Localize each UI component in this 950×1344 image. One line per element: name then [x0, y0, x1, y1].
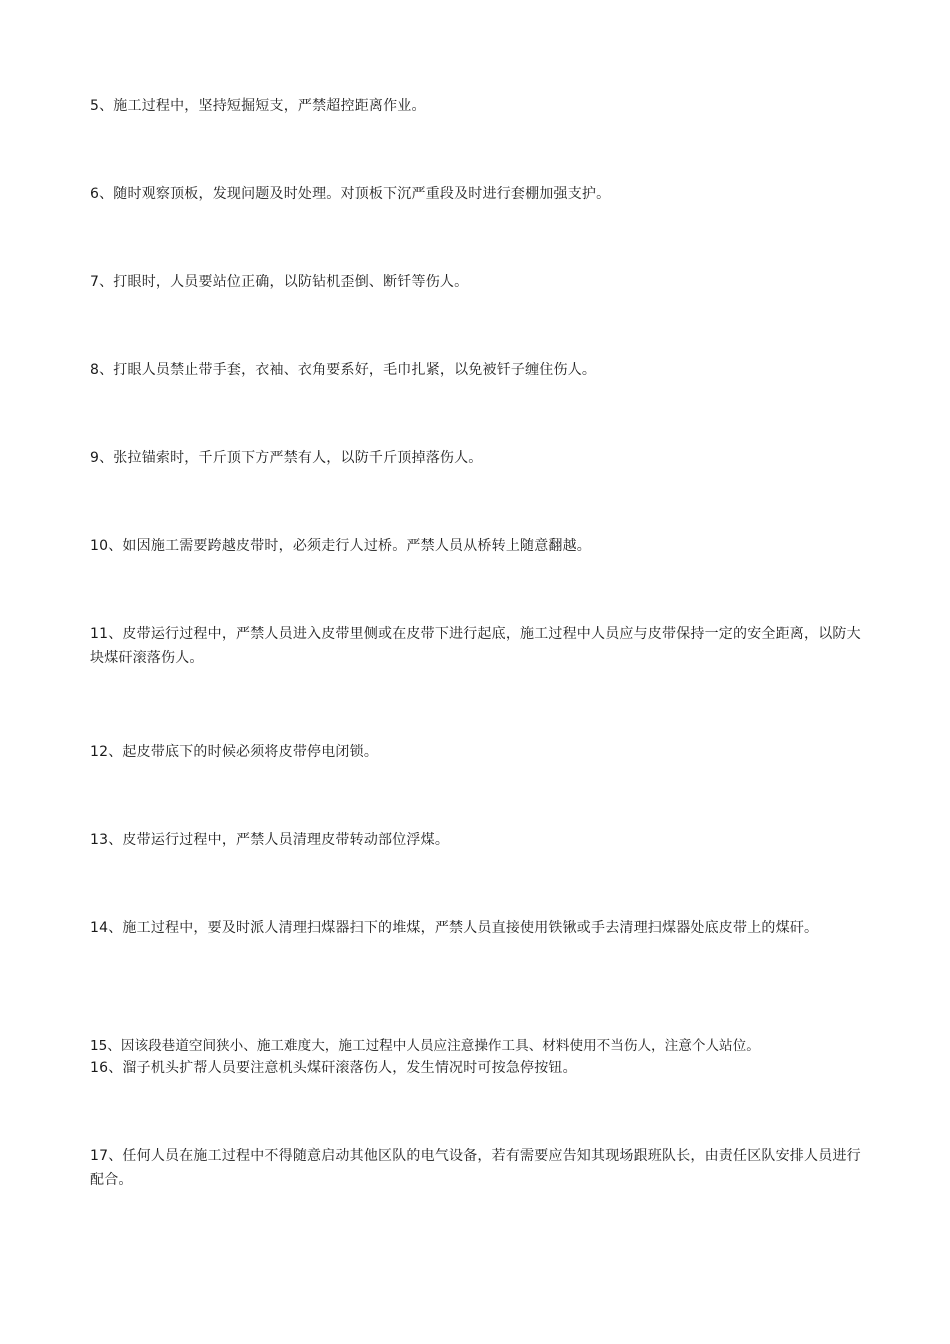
- list-item: 9、张拉锚索时，千斤顶下方严禁有人，以防千斤顶掉落伤人。: [90, 450, 483, 466]
- list-item: 8、打眼人员禁止带手套，衣袖、衣角要系好，毛巾扎紧，以免被钎子缠住伤人。: [90, 362, 597, 378]
- list-item: 5、施工过程中，坚持短掘短支，严禁超控距离作业。: [90, 98, 426, 114]
- list-item: 13、皮带运行过程中，严禁人员清理皮带转动部位浮煤。: [90, 832, 450, 848]
- list-item: 15、因该段巷道空间狭小、施工难度大，施工过程中人员应注意操作工具、材料使用不当伤人，注意个人站位。: [90, 1038, 760, 1054]
- list-item: 17、任何人员在施工过程中不得随意启动其他区队的电气设备，若有需要应告知其现场跟班队长，由责任区队安排人员进行配合。: [90, 1148, 861, 1188]
- list-item: 10、如因施工需要跨越皮带时，必须走行人过桥。严禁人员从桥转上随意翻越。: [90, 538, 592, 554]
- list-item: 11、皮带运行过程中，严禁人员进入皮带里侧或在皮带下进行起底，施工过程中人员应与皮带保持一定的安全距离，以防大块煤矸滚落伤人。: [90, 626, 861, 666]
- list-item: 6、随时观察顶板，发现问题及时处理。对顶板下沉严重段及时进行套棚加强支护。: [90, 186, 611, 202]
- list-item: 14、施工过程中，要及时派人清理扫煤器扫下的堆煤，严禁人员直接使用铁锹或手去清理扫煤器处底皮带上的煤矸。: [90, 920, 819, 936]
- list-item: 12、起皮带底下的时候必须将皮带停电闭锁。: [90, 744, 379, 760]
- list-item: 7、打眼时，人员要站位正确，以防钻机歪倒、断钎等伤人。: [90, 274, 469, 290]
- list-item: 16、溜子机头扩帮人员要注意机头煤矸滚落伤人，发生情况时可按急停按钮。: [90, 1060, 577, 1076]
